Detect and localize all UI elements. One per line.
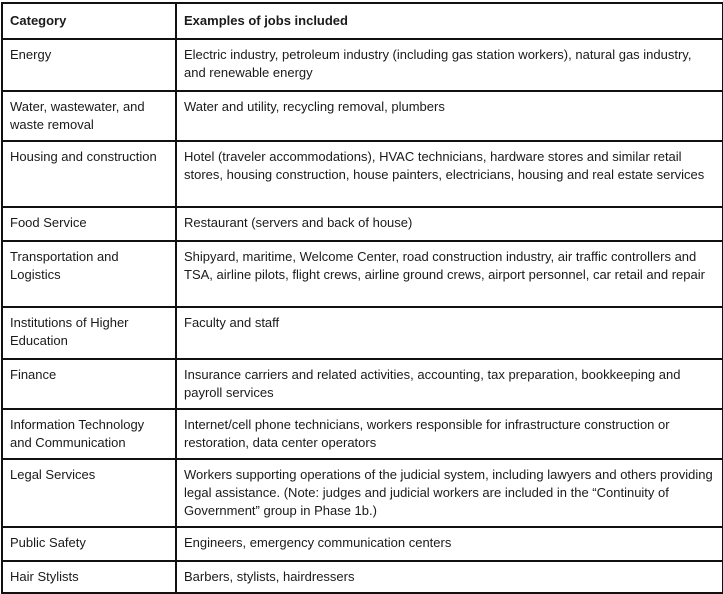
category-cell: Public Safety [2,527,176,561]
table-row [2,207,723,241]
category-cell: Housing and construction [2,141,176,207]
examples-cell: Electric industry, petroleum industry (including gas station workers), natural gas industry, and renewable energy [176,39,723,91]
category-cell: Finance [2,359,176,409]
category-cell: Information Technology and Communication [2,409,176,459]
table-row [2,409,723,459]
examples-cell: Restaurant (servers and back of house) [176,207,723,241]
examples-cell: Faculty and staff [176,307,723,359]
table-row [2,459,723,527]
table-row [2,561,723,593]
table-row [2,141,723,207]
category-cell: Food Service [2,207,176,241]
table-row [2,241,723,307]
category-cell: Legal Services [2,459,176,527]
examples-cell: Insurance carriers and related activities, accounting, tax preparation, bookkeeping and payroll services [176,359,723,409]
table-row [2,39,723,91]
header-examples: Examples of jobs included [176,3,723,39]
category-cell: Hair Stylists [2,561,176,593]
table-row [2,527,723,561]
category-cell: Energy [2,39,176,91]
examples-cell: Water and utility, recycling removal, plumbers [176,91,723,141]
examples-cell: Shipyard, maritime, Welcome Center, road construction industry, air traffic controllers and TSA, airline pilots, flight crews, airline ground crews, airport personnel, car retail and repair [176,241,723,307]
category-cell: Transportation and Logistics [2,241,176,307]
examples-cell: Barbers, stylists, hairdressers [176,561,723,593]
job-categories-table [1,2,723,594]
examples-cell: Workers supporting operations of the judicial system, including lawyers and others providing legal assistance. (Note: judges and judicial workers are included in the “Continuity of Government” group in Phase 1b.) [176,459,723,527]
category-cell: Institutions of Higher Education [2,307,176,359]
header-category: Category [2,3,176,39]
table-row [2,359,723,409]
table-row [2,307,723,359]
category-cell: Water, wastewater, and waste removal [2,91,176,141]
table-row [2,91,723,141]
examples-cell: Internet/cell phone technicians, workers responsible for infrastructure construction or restoration, data center operators [176,409,723,459]
header-row [2,3,723,39]
examples-cell: Engineers, emergency communication centers [176,527,723,561]
examples-cell: Hotel (traveler accommodations), HVAC technicians, hardware stores and similar retail stores, housing construction, house painters, electricians, housing and real estate services [176,141,723,207]
